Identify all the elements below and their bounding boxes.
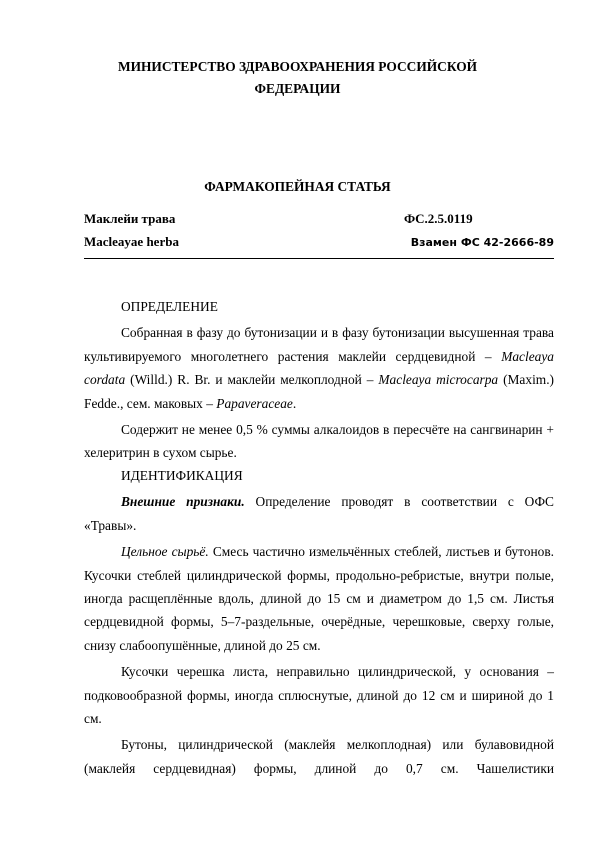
identification-heading: ИДЕНТИФИКАЦИЯ — [121, 468, 243, 483]
definition-text-a: Собранная в фазу до бутонизации и в фазу бутонизации высушенная трава культивируемого многолетнего растения маклейи сердцевидной – — [84, 325, 554, 364]
whole-raw-material-label: Цельное сырьё. — [121, 544, 209, 560]
definition-section — [84, 295, 554, 465]
monograph-code: ФС.2.5.0119 — [404, 211, 473, 226]
petiole-paragraph: Кусочки черешка листа, неправильно цилиндрической, у основания – подковообразной формы, иногда сплюснутые, длиной до 12 см и шириной до 1 см. — [84, 664, 554, 727]
taxon-family: Papaveraceae — [216, 395, 293, 411]
definition-text-c: (Maxim.) Fedde., сем. маковых – — [84, 372, 555, 411]
whole-raw-material-paragraph — [84, 540, 554, 657]
ministry-title-line1: МИНИСТЕРСТВО ЗДРАВООХРАНЕНИЯ РОССИЙСКОЙ — [117, 59, 478, 74]
ministry-title-line2: ФЕДЕРАЦИИ — [254, 81, 341, 96]
identification-section — [84, 464, 554, 780]
taxon-macleaya-microcarpa: Macleaya microcarpa — [378, 372, 499, 388]
external-signs-paragraph — [84, 490, 554, 537]
external-signs-text: Определение проводят в соответствии с ОФС «Травы». — [84, 494, 554, 533]
document-type-title: ФАРМАКОПЕЙНАЯ СТАТЬЯ — [204, 179, 391, 194]
monograph-name-ru: Маклейи трава — [84, 211, 176, 226]
whole-raw-material-text: Смесь частично измельчённых стеблей, листьев и бутонов. Кусочки стеблей цилиндрической формы, продольно-ребристые, внутри полые, иногда расщеплённые вдоль, длиной до 15 см и диаметром до 1,5 см. Листья сердцевидной формы, 5–7-раздельные, очерёдные, черешковые, сверху голые, снизу слабоопушённые, длиной до 25 см. — [84, 544, 554, 653]
external-signs-label: Внешние признаки. — [121, 494, 245, 510]
definition-heading: ОПРЕДЕЛЕНИЕ — [121, 299, 218, 314]
definition-paragraph-1 — [84, 321, 554, 415]
definition-text-b: (Willd.) R. Br. и маклейи мелкоплодной – — [130, 372, 374, 388]
replaced-standard: Взамен ФС 42-2666-89 — [410, 236, 554, 249]
definition-paragraph-2: Содержит не менее 0,5 % суммы алкалоидов в пересчёте на сангвинарин + хелеритрин в сухом сырье. — [84, 422, 554, 461]
taxon-macleaya-cordata: Macleaya cordata — [84, 348, 554, 388]
header-divider — [84, 258, 554, 259]
monograph-name-latin: Macleayae herba — [84, 234, 179, 249]
ministry-title — [0, 56, 595, 100]
buds-paragraph: Бутоны, цилиндрической (маклейя мелкоплодная) или булавовидной (маклейя сердцевидная) формы, длиной до 0,7 см. Чашелистики — [84, 737, 554, 776]
definition-text-d: . — [292, 395, 297, 411]
